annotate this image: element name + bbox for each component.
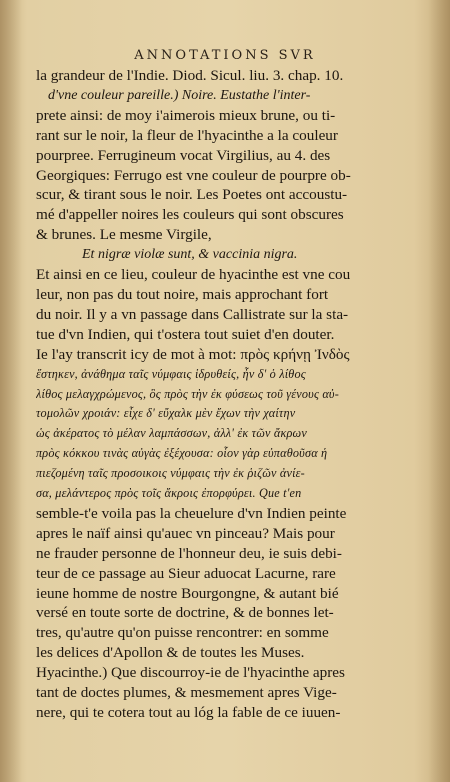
text-line: apres le naïf ainsi qu'auec vn pinceau? Mais pour: [36, 524, 335, 542]
body-text: [36, 66, 430, 723]
text-line: les delices d'Apollon & de toutes les Muses.: [36, 644, 305, 662]
greek-line: ἕστηκεν, ἀνάθημα ταῖς νύμφαις ἱδρυθείς, ἦν δ' ὁ λίθος: [36, 366, 306, 381]
greek-line: σα, μελάντερος πρὸς τοῖς ἄκροις ἐπορφύρει. Que t'en: [36, 486, 302, 501]
text-line: du noir. Il y a vn passage dans Callistrate sur la sta-: [36, 305, 349, 323]
verse-line: Et nigræ violæ sunt, & vaccinia nigra.: [82, 247, 298, 263]
text-line: leur, non pas du tout noire, mais approchant fort: [36, 285, 329, 303]
text-line: rant sur le noir, la fleur de l'hyacinthe a la couleur: [36, 126, 338, 144]
text-line: mé d'appeller noires les couleurs qui sont obscures: [36, 206, 344, 224]
text-line: teur de ce passage au Sieur aduocat Lacurne, rare: [36, 564, 336, 582]
text-line: semble-t'e voila pas la cheuelure d'vn Indien peinte: [36, 504, 347, 522]
text-line: prete ainsi: de moy i'aimerois mieux brune, ou ti-: [36, 106, 336, 124]
text-line: Hyacinthe.) Que discourroy-ie de l'hyacinthe apres: [36, 664, 345, 682]
text-line: Et ainsi en ce lieu, couleur de hyacinthe est vne cou: [36, 266, 351, 284]
text-line: tant de doctes plumes, & mesmement apres Vige-: [36, 684, 337, 702]
page-gutter-shadow: [0, 0, 22, 782]
text-line: la grandeur de l'Indie. Diod. Sicul. liu. 3. chap. 10.: [36, 67, 344, 84]
text-line: ne frauder personne de l'honneur deu, ie suis debi-: [36, 544, 342, 562]
greek-line: τομολῶν χροιάν: εἶχε δ' εὔχαλκ μὲν ἔχων τὴν χαίτην: [36, 406, 296, 421]
text-line: scur, & tirant sous le noir. Les Poetes ont accoustu-: [36, 186, 348, 204]
text-line: Ie l'ay transcrit icy de mot à mot: πρὸς κρήνῃ Ἰνδὸς: [36, 345, 350, 363]
greek-line: λίθος μελαγχρώμενος, ὃς πρὸς τὴν ἐκ φύσεως τοῦ γένους αὐ-: [36, 386, 339, 401]
text-line: nere, qui te cotera tout au lóg la fable de ce iuuen-: [36, 704, 341, 721]
text-line: Georgiques: Ferrugo est vne couleur de pourpre ob-: [36, 166, 351, 184]
text-line: & brunes. Le mesme Virgile,: [36, 226, 212, 244]
text-line: tue d'vn Indien, qui t'ostera tout suiet d'en douter.: [36, 325, 335, 343]
text-line: versé en toute sorte de doctrine, & de bonnes let-: [36, 604, 334, 622]
greek-line: πρὸς κόκκου τινὰς αὐγὰς ἐξέχουσα: οἷον γὰρ εὐπαθοῦσα ἡ: [36, 446, 328, 461]
text-line: d'vne couleur pareille.) Noire. Eustathe l'inter-: [48, 87, 311, 103]
running-header: ANNOTATIONS SVR: [134, 48, 316, 63]
page-edge-shadow: [428, 0, 450, 782]
text-line: ieune homme de nostre Bourgongne, & autant bié: [36, 584, 339, 602]
text-line: tres, qu'autre qu'on puisse rencontrer: en somme: [36, 624, 329, 642]
text-line: pourpree. Ferrugineum vocat Virgilius, au 4. des: [36, 146, 331, 164]
greek-line: πιεζομένη ταῖς προσοικοις νύμφαις τὴν ἐκ ῥιζῶν ἀνίε-: [36, 466, 305, 481]
greek-line: ὡς ἀκέρατος τὸ μέλαν λαμπάσσων, ἀλλ' ἐκ τῶν ἄκρων: [36, 426, 307, 441]
